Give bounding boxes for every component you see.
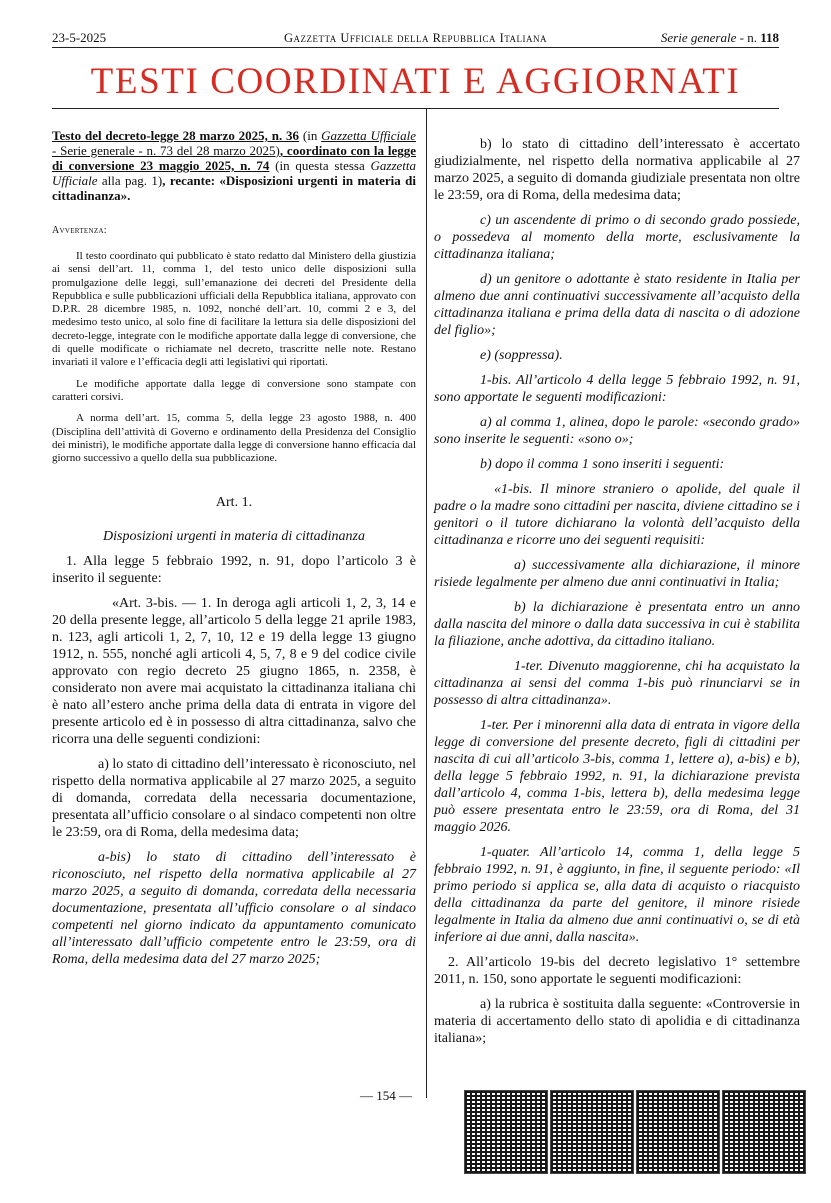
- body-paragraph: c) un ascendente di primo o di secondo grado possiede, o possedeva al momento della morte, esclusivamente la cittadinanza italiana;: [434, 213, 800, 262]
- body-paragraph: 1-quater. All’articolo 14, comma 1, della legge 5 febbraio 1992, n. 91, è aggiunto, in fine, il seguente periodo: «Il primo periodo si applica se, alla data di acquisto o riacquisto della cittadinanza da parte del genitore, il minore risiede legalmente in Italia da almeno due anni continuativi o, se di età inferiore ai due anni, dalla nascita».: [434, 845, 800, 945]
- barcode-image: [464, 1090, 548, 1174]
- body-paragraph: b) la dichiarazione è presentata entro un anno dalla nascita del minore o dalla data successiva in cui è stabilita la filiazione, anche adottiva, da cittadino italiano.: [434, 600, 800, 649]
- note-paragraph: Le modifiche apportate dalla legge di conversione sono stampate con caratteri corsivi.: [52, 377, 416, 403]
- note-paragraph: Il testo coordinato qui pubblicato è stato redatto dal Ministero della giustizia ai sensi dell’art. 11, comma 1, del testo unico delle disposizioni sulla promulgazione delle leggi, sull’emanazione dei decreti del Presidente della Repubblica e sulle pubblicazioni ufficiali della Repubblica italiana, approvato con D.P.R. 28 dicembre 1985, n. 1092, nonché dell’art. 10, commi 2 e 3, del medesimo testo unico, al solo fine di facilitare la lettura sia delle disposizioni del decreto-legge, integrate con le modifiche apportate dalla legge di conversione, che di quelle modificate o richiamate nel decreto, trascritte nelle note. Restano invariati il valore e l’efficacia degli atti legislativi qui riportati.: [52, 250, 416, 369]
- note-paragraph: A norma dell’art. 15, comma 5, della legge 23 agosto 1988, n. 400 (Disciplina dell’attività di Governo e ordinamento della Presidenza del Consiglio dei ministri), le modifiche apportate dalla legge di conversione hanno efficacia dal giorno successivo a quello della sua pubblicazione.: [52, 412, 416, 465]
- header-serie: Serie generale - n. 118: [660, 30, 779, 45]
- body-paragraph: 1-bis. All’articolo 4 della legge 5 febbraio 1992, n. 91, sono apportate le seguenti modificazioni:: [434, 373, 800, 405]
- body-paragraph: «Art. 3-bis. — 1. In deroga agli articoli 1, 2, 3, 14 e 20 della presente legge, all’articolo 5 della legge 21 aprile 1983, n. 123, agli articoli 1, 2, 7, 10, 12 e 19 della legge 13 giugno 1912, n. 555, nonché agli articoli 4, 5, 7, 8 e 9 del codice civile approvato con regio decreto 25 giugno 1865, n. 2358, è considerato non avere mai acquistato la cittadinanza italiana chi è nato all’estero anche prima della data di entrata in vigore del presente articolo ed è in possesso di altra cittadinanza, salvo che ricorra una delle seguenti condizioni:: [52, 596, 416, 748]
- body-paragraph: d) un genitore o adottante è stato residente in Italia per almeno due anni continuativi successivamente all’acquisto della cittadinanza italiana e prima della data di nascita o di adozione del figlio»;: [434, 272, 800, 338]
- warning-label: Avvertenza:: [52, 225, 107, 236]
- body-paragraph: 1-ter. Per i minorenni alla data di entrata in vigore della legge di conversione del presente decreto, figli di cittadini per nascita di cui all’articolo 3-bis, comma 1, lettere a), a-bis) e b), della legge 5 febbraio 1992, n. 91, la dichiarazione prevista dall’articolo 4, comma 1-bis, lettera b), della medesima legge può essere presentata entro le 23:59, ora di Roma, del 31 maggio 2026.: [434, 718, 800, 835]
- right-column: [434, 128, 800, 1047]
- barcode-image: [722, 1090, 806, 1174]
- body-paragraph: 2. All’articolo 19-bis del decreto legislativo 1° settembre 2011, n. 150, sono apportate le seguenti modificazioni:: [434, 955, 800, 987]
- decree-title: Testo del decreto-legge 28 marzo 2025, n. 36 (in Gazzetta Ufficiale - Serie generale - n. 73 del 28 marzo 2025), coordinato con la legge di conversione 23 maggio 2025, n. 74 (in questa stessa Gazzetta Ufficiale alla pag. 1), recante: «Disposizioni urgenti in materia di cittadinanza».: [52, 128, 416, 203]
- page-number: — 154 —: [360, 1088, 412, 1103]
- banner-rule: [52, 108, 779, 109]
- header-publication: Gazzetta Ufficiale della Repubblica Italiana: [283, 31, 548, 45]
- body-paragraph: b) lo stato di cittadino dell’interessato è accertato giudizialmente, nel rispetto della normativa applicabile al 27 marzo 2025, a seguito di domanda giudiziale presentata non oltre le 23:59, ora di Roma, della medesima data;: [434, 137, 800, 203]
- column-divider: [426, 108, 427, 1098]
- body-paragraph: 1-ter. Divenuto maggiorenne, chi ha acquistato la cittadinanza ai sensi del comma 1-bis può rinunciarvi se in possesso di altra cittadinanza».: [434, 659, 800, 708]
- body-paragraph: e) (soppressa).: [480, 348, 563, 363]
- body-paragraph: a) la rubrica è sostituita dalla seguente: «Controversie in materia di accertamento dello stato di apolidia e di cittadinanza italiana»;: [434, 997, 800, 1046]
- header-rule: [52, 47, 779, 48]
- body-paragraph: 1. Alla legge 5 febbraio 1992, n. 91, dopo l’articolo 3 è inserito il seguente:: [52, 554, 416, 587]
- article-number: Art. 1.: [215, 495, 253, 511]
- article-heading: Disposizioni urgenti in materia di cittadinanza: [103, 529, 365, 545]
- barcode-image: [550, 1090, 634, 1174]
- body-paragraph: b) dopo il comma 1 sono inseriti i seguenti:: [480, 457, 725, 472]
- body-paragraph: a) al comma 1, alinea, dopo le parole: «secondo grado» sono inserite le seguenti: «sono o»;: [434, 415, 800, 447]
- body-paragraph: a) successivamente alla dichiarazione, il minore risiede legalmente per almeno due anni continuativi in Italia;: [434, 558, 800, 590]
- body-paragraph: «1-bis. Il minore straniero o apolide, del quale il padre o la madre sono cittadini per nascita, diviene cittadino se i genitori o il tutore dichiarano la volontà dell’acquisto della cittadinanza e ricorre uno dei seguenti requisiti:: [434, 482, 800, 548]
- left-column: [52, 128, 416, 968]
- header-date: 23-5-2025: [52, 30, 107, 45]
- section-banner: TESTI COORDINATI E AGGIORNATI: [90, 61, 741, 102]
- body-paragraph: a-bis) lo stato di cittadino dell’interessato è riconosciuto, nel rispetto della normativa applicabile al 27 marzo 2025, a seguito di domanda, corredata della necessaria documentazione, presentata all’ufficio consolare o al sindaco competenti nel giorno indicato da appuntamento comunicato all’interessato dall’ufficio competente entro le 23:59, ora di Roma, della medesima data del 27 marzo 2025;: [52, 850, 416, 968]
- body-paragraph: a) lo stato di cittadino dell’interessato è riconosciuto, nel rispetto della normativa applicabile al 27 marzo 2025, a seguito di domanda, corredata della necessaria documentazione, presentata all’ufficio consolare o al sindaco competenti non oltre le 23:59, ora di Roma, della medesima data;: [52, 757, 416, 841]
- barcode-image: [636, 1090, 720, 1174]
